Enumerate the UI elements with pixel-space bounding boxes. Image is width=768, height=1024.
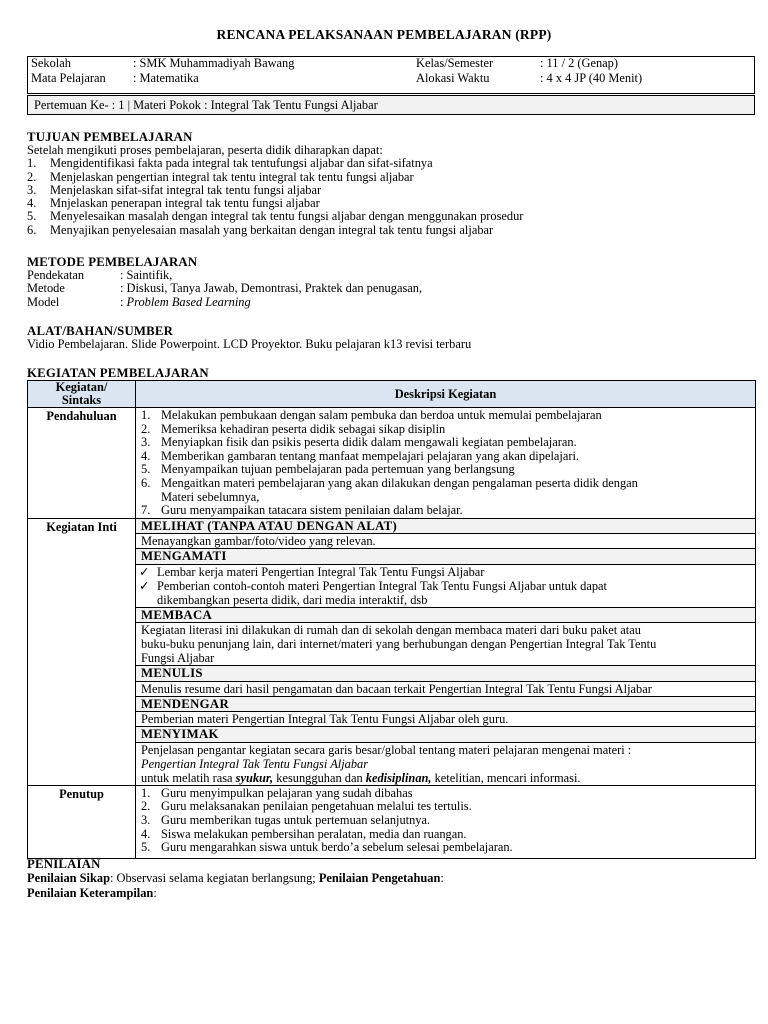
penutup-item-text: Guru mengarahkan siswa untuk berdo’a sebelum selesai pembelajaran.: [161, 840, 513, 855]
pendahuluan-item-text: Guru menyampaikan tatacara sistem penilaian dalam belajar.: [161, 503, 463, 518]
pendahuluan-item-text: Menyiapkan fisik dan psikis peserta didik dalam mengawali kegiatan pembelajaran.: [161, 435, 577, 450]
menyimak-line3: [136, 771, 755, 785]
pendahuluan-item: [136, 423, 755, 437]
model-row: [27, 296, 755, 309]
penutup-item-number: 1.: [141, 785, 151, 800]
info-table: [27, 56, 755, 86]
tujuan-item-number: 4.: [27, 196, 37, 211]
kegiatan-heading: KEGIATAN PEMBELAJARAN: [27, 366, 209, 380]
mengamati-item-continuation: [136, 593, 755, 607]
alat-heading: ALAT/BAHAN/SUMBER: [27, 324, 174, 338]
tujuan-item-number: 1.: [27, 156, 37, 171]
tujuan-item-text: Menjelaskan pengertian integral tak tentu integral tak tentu fungsi aljabar: [50, 169, 414, 184]
pendahuluan-item-number: 6.: [141, 475, 151, 490]
kelas-value: : 11 / 2 (Genap): [540, 56, 618, 70]
penutup-item-text: Guru menyimpulkan pelajaran yang sudah dibahas: [161, 785, 413, 800]
inti-content: [136, 518, 756, 785]
menulis-text: Menulis resume dari hasil pengamatan dan bacaan terkait Pengertian Integral Tak Tentu Fungsi Aljabar: [141, 681, 652, 696]
inti-row: [28, 518, 756, 785]
pertemuan-box: Pertemuan Ke- : 1 | Materi Pokok : Integral Tak Tentu Fungsi Aljabar: [27, 95, 755, 115]
col1-header-line1: Kegiatan/: [55, 380, 108, 394]
pendahuluan-item: [136, 409, 755, 423]
pendahuluan-item-number: 4.: [141, 448, 151, 463]
membaca-line: buku-buku penunjang lain, dari internet/materi yang berhubungan dengan Pengertian Integral Tak Tentu: [141, 637, 657, 652]
metode-label: Metode: [27, 281, 65, 296]
mendengar-heading: MENDENGAR: [136, 696, 755, 713]
penilaian-row1: [27, 871, 755, 886]
pendekatan-label: Pendekatan: [27, 268, 85, 282]
kegiatan-table: [27, 380, 756, 859]
tujuan-item: [27, 224, 755, 237]
menyimak-line1: Penjelasan pengantar kegiatan secara garis besar/global tentang materi pelajaran mengenai materi :: [141, 742, 632, 757]
penutup-item-number: 2.: [141, 799, 151, 814]
menyimak-line3-c: kesungguhan dan: [273, 770, 366, 785]
penilaian-section: [27, 858, 755, 901]
pendahuluan-item: [136, 477, 755, 491]
mengamati-heading: MENGAMATI: [136, 548, 755, 565]
mapel-value: : Matematika: [133, 71, 199, 85]
tujuan-item-text: Mnjelaskan penerapan integral tak tentu fungsi aljabar: [50, 196, 320, 211]
penutup-row: [28, 785, 756, 858]
pendahuluan-item: [136, 491, 755, 505]
pendahuluan-item-text: Materi sebelumnya,: [161, 489, 260, 504]
kelas-label: Kelas/Semester: [416, 56, 494, 70]
model-value: Problem Based Learning: [126, 294, 251, 309]
kegiatan-header-row: [28, 381, 756, 408]
kegiatan-col1-header: [28, 381, 136, 408]
penutup-item: [136, 787, 755, 801]
penutup-item: [136, 800, 755, 814]
pendahuluan-item: [136, 463, 755, 477]
syukur-text: syukur,: [235, 770, 274, 785]
menyimak-heading: MENYIMAK: [136, 726, 755, 743]
pendahuluan-item-text: Melakukan pembukaan dengan salam pembuka dan berdoa untuk memulai pembelajaran: [161, 408, 602, 422]
pendahuluan-list: [136, 409, 755, 518]
penutup-label: Penutup: [28, 785, 136, 858]
pendekatan-value: : Saintifik,: [120, 268, 173, 282]
penutup-item: [136, 841, 755, 855]
tujuan-item: [27, 197, 755, 210]
tujuan-item-number: 3.: [27, 182, 37, 197]
penutup-item-text: Guru memberikan tugas untuk pertemuan selanjutnya.: [161, 812, 431, 827]
menyimak-line2: Pengertian Integral Tak Tentu Fungsi Aljabar: [141, 756, 369, 771]
sekolah-label: Sekolah: [31, 56, 71, 70]
tujuan-item-number: 6.: [27, 222, 37, 237]
tujuan-item-number: 2.: [27, 169, 37, 184]
alokasi-label: Alokasi Waktu: [416, 71, 490, 85]
tujuan-item: [27, 210, 755, 223]
alat-text: Vidio Pembelajaran. Slide Powerpoint. LCD Proyektor. Buku pelajaran k13 revisi terbaru: [27, 337, 472, 351]
tujuan-item: [27, 184, 755, 197]
checkmark-icon: ✓: [139, 578, 150, 593]
penutup-item-number: 4.: [141, 826, 151, 841]
menyimak-line3-e: ketelitian, mencari informasi.: [431, 770, 581, 785]
info-row: [27, 56, 755, 71]
melihat-text: Menayangkan gambar/foto/video yang relevan.: [141, 534, 376, 549]
mengamati-list: [136, 565, 755, 607]
info-row: [27, 71, 755, 86]
pendahuluan-row: [28, 408, 756, 519]
sikap-text: : Observasi selama kegiatan berlangsung;: [109, 871, 319, 885]
pendahuluan-item: [136, 450, 755, 464]
penutup-list: [136, 787, 755, 855]
checkmark-icon: ✓: [139, 564, 150, 579]
membaca-line: Fungsi Aljabar: [141, 651, 215, 666]
sekolah-value: : SMK Muhammadiyah Bawang: [133, 56, 295, 70]
pendahuluan-item-number: 5.: [141, 462, 151, 477]
pendahuluan-label: Pendahuluan: [28, 408, 136, 519]
penutup-content: [136, 785, 756, 858]
col1-header-line2: Sintaks: [61, 393, 102, 407]
document-title: RENCANA PELAKSANAAN PEMBELAJARAN (RPP): [216, 27, 552, 42]
pendahuluan-item-number: 2.: [141, 421, 151, 436]
menulis-heading: MENULIS: [136, 665, 755, 682]
mengamati-item-text: dikembangkan peserta didik, dari media interaktif, dsb: [157, 592, 428, 607]
metode-value: : Diskusi, Tanya Jawab, Demontrasi, Praktek dan penugasan,: [120, 281, 423, 296]
penutup-item: [136, 814, 755, 828]
tujuan-item-text: Menjelaskan sifat-sifat integral tak tentu fungsi aljabar: [50, 182, 322, 197]
metode-heading: METODE PEMBELAJARAN: [27, 255, 198, 269]
pendahuluan-item: [136, 504, 755, 518]
pendahuluan-item-number: 1.: [141, 408, 151, 422]
melihat-heading: MELIHAT (TANPA ATAU DENGAN ALAT): [136, 519, 755, 535]
pendahuluan-item: [136, 436, 755, 450]
membaca-heading: MEMBACA: [136, 607, 755, 624]
penutup-item-number: 3.: [141, 812, 151, 827]
membaca-line: Kegiatan literasi ini dilakukan di rumah dan di sekolah dengan membaca materi dari buku paket atau: [141, 623, 641, 638]
tujuan-item-number: 5.: [27, 209, 37, 224]
mengamati-item-text: Pemberian contoh-contoh materi Pengertian Integral Tak Tentu Fungsi Aljabar untuk dapat: [157, 578, 607, 593]
penilaian-heading: PENILAIAN: [27, 857, 101, 871]
tujuan-item: [27, 157, 755, 170]
mengamati-item-text: Lembar kerja materi Pengertian Integral Tak Tentu Fungsi Aljabar: [157, 564, 485, 579]
pendahuluan-item-text: Memberikan gambaran tentang manfaat mempelajari pelajaran yang akan dipelajari.: [161, 448, 579, 463]
pendahuluan-item-text: Memeriksa kehadiran peserta didik sebagai sikap disiplin: [161, 421, 446, 436]
tujuan-item-text: Menyajikan penyelesaian masalah yang berkaitan dengan integral tak tentu fungsi aljabar: [50, 222, 494, 237]
pendahuluan-item-text: Mengaitkan materi pembelajaran yang akan dilakukan dengan pengalaman peserta didik dengan: [161, 475, 638, 490]
alat-section: [27, 325, 755, 351]
tujuan-intro: Setelah mengikuti proses pembelajaran, peserta didik diharapkan dapat:: [27, 143, 383, 157]
tujuan-heading: TUJUAN PEMBELAJARAN: [27, 130, 193, 144]
pendahuluan-item-number: 7.: [141, 503, 151, 518]
kegiatan-section: [27, 367, 755, 380]
penutup-item: [136, 828, 755, 842]
penutup-item-text: Siswa melakukan pembersihan peralatan, media dan ruangan.: [161, 826, 467, 841]
tujuan-item: [27, 171, 755, 184]
penutup-item-text: Guru melaksanakan penilaian pengetahuan melalui tes tertulis.: [161, 799, 472, 814]
pengetahuan-text: :: [440, 871, 444, 885]
tujuan-list: [27, 157, 755, 237]
pendahuluan-item-number: 3.: [141, 435, 151, 450]
pendekatan-row: [27, 269, 755, 282]
pengetahuan-label: Penilaian Pengetahuan: [318, 871, 441, 885]
tujuan-section: [27, 131, 755, 237]
metode-row: [27, 282, 755, 295]
mapel-label: Mata Pelajaran: [31, 71, 106, 85]
kegiatan-col2-header: Deskripsi Kegiatan: [136, 381, 756, 408]
penilaian-row2: [27, 886, 755, 901]
mendengar-text: Pemberian materi Pengertian Integral Tak Tentu Fungsi Aljabar oleh guru.: [141, 712, 509, 727]
model-label: Model: [27, 294, 60, 309]
inti-label: Kegiatan Inti: [28, 518, 136, 785]
sikap-label: Penilaian Sikap: [27, 871, 110, 885]
kedisiplinan-text: kedisiplinan,: [365, 770, 432, 785]
tujuan-item-text: Mengidentifikasi fakta pada integral tak tentufungsi aljabar dan sifat-sifatnya: [50, 156, 433, 171]
penutup-item-number: 5.: [141, 840, 151, 855]
pendahuluan-item-text: Menyampaikan tujuan pembelajaran pada pertemuan yang berlangsung: [161, 462, 515, 477]
mengamati-item: [136, 579, 755, 593]
tujuan-item-text: Menyelesaikan masalah dengan integral tak tentu fungsi aljabar dengan menggunakan prosedur: [50, 209, 524, 224]
metode-section: [27, 256, 755, 309]
alokasi-value: : 4 x 4 JP (40 Menit): [540, 71, 643, 85]
menyimak-line3-a: untuk melatih rasa: [141, 770, 236, 785]
keterampilan-text: :: [153, 885, 157, 900]
pendahuluan-content: [136, 408, 756, 519]
keterampilan-label: Penilaian Keterampilan: [27, 885, 154, 900]
model-colon: :: [120, 294, 127, 309]
mengamati-item: [136, 565, 755, 579]
